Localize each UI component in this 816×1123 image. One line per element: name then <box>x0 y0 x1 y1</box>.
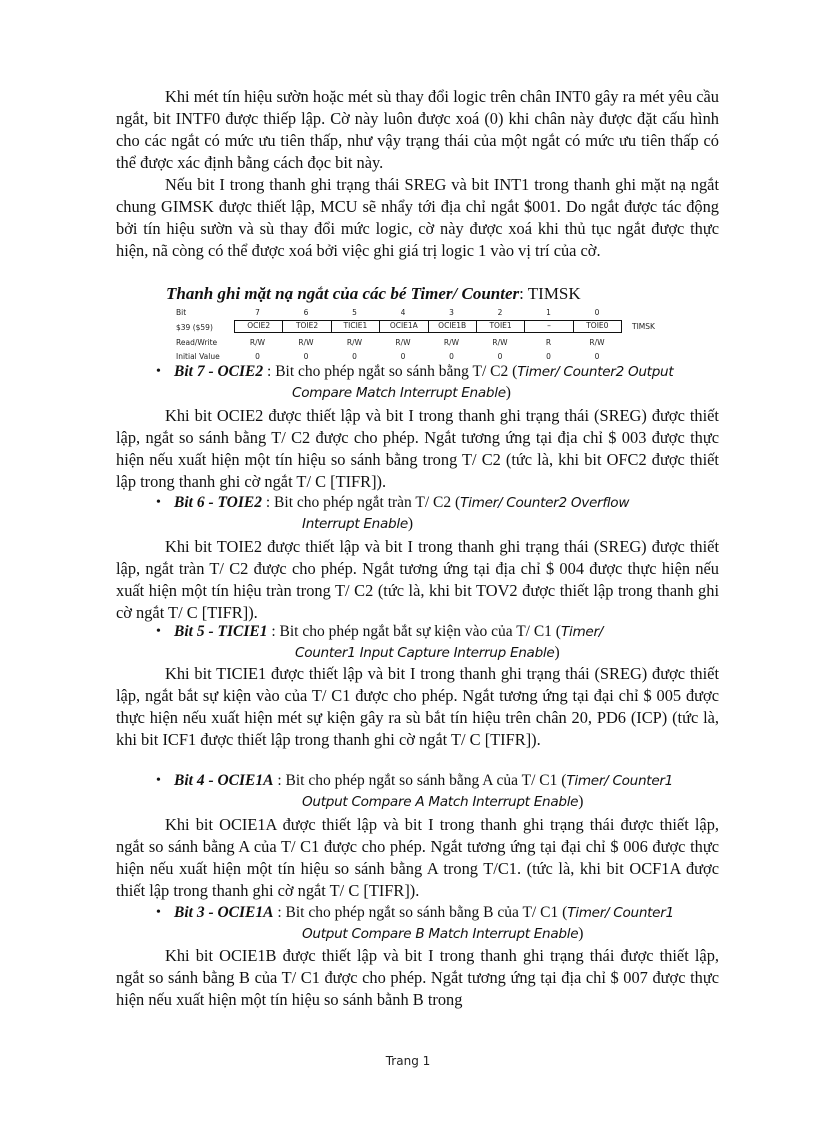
bullet-dot-icon: • <box>156 624 161 639</box>
english-term-line2: Interrupt Enable <box>302 516 408 532</box>
initial-value-7: 0 <box>594 352 600 361</box>
paragraph-int1: Nếu bit I trong thanh ghi trạng thái SREG và bit INT1 trong thanh ghi mặt nạ ngắt chung GIMSK được thiết lập, MCU sẽ nhẩy tới địa chỉ ngắt $001. Do ngắt được tác động bởi tín hiệu sườn và sù thay đổi mức logic, cờ này được xoá khi thủ tục ngắt được thực hiện, nã còng có thể được xoá bởi việc ghi giá trị logic 1 vào vị trí của cờ. <box>116 175 719 260</box>
paragraph-ocie1b: Khi bit OCIE1B được thiết lập và bit I trong thanh ghi trạng thái được thiết lập, ngắt so sánh bằng B của T/ C1 được cho phép. Ngắt tương ứng tại địa chỉ $ 007 được thực hiện nếu xuất hiện một tín hiệu so sánh bằnh B trong <box>116 946 719 1009</box>
rw-value-5: R/W <box>492 338 508 347</box>
bit-number-7: 0 <box>594 308 600 317</box>
heading-bold-text: Thanh ghi mặt nạ ngắt của các bé Timer/ Counter <box>166 284 520 303</box>
bit-description: : Bit cho phép ngắt so sánh bằng A của T/ C1 ( <box>273 772 567 789</box>
closing-paren: ) <box>554 644 560 661</box>
bullet-dot-icon: • <box>156 905 161 920</box>
closing-paren: ) <box>505 384 511 401</box>
register-bit-box-0: OCIE2 <box>235 321 283 332</box>
closing-paren: ) <box>578 793 584 810</box>
initial-value-5: 0 <box>497 352 503 361</box>
english-term-line1: Timer/ Counter1 <box>567 905 674 921</box>
rw-value-3: R/W <box>395 338 411 347</box>
bit-number-3: 4 <box>400 308 406 317</box>
bit-number-6: 1 <box>546 308 551 317</box>
english-term-line1: Timer/ Counter1 <box>566 773 674 789</box>
initial-value-6: 0 <box>546 352 551 361</box>
register-bit-box-2: TICIE1 <box>332 321 380 332</box>
bit-number-5: 2 <box>497 308 503 317</box>
bit-name: Bit 7 - OCIE2 <box>174 363 264 380</box>
paragraph-toie2: Khi bit TOIE2 được thiết lập và bit I trong thanh ghi trạng thái (SREG) được thiết lập, ngắt tràn T/ C2 được cho phép. Ngắt tương ứng tại địa chỉ $ 004 được thực hiện nếu xuất hiện một tín hiệu tràn trong T/ C2 (tức là, khi bit TOV2 được thiết lập trong thanh ghi cờ ngắt T/ C [TIFR]). <box>116 537 719 622</box>
section-heading-timsk <box>166 283 581 305</box>
paragraph-int0: Khi mét tín hiệu sườn hoặc mét sù thay đổi logic trên chân INT0 gây ra mét yêu cầu ngắt, bit INTF0 được thiếp lập. Cờ này luôn được xoá (0) khi chân này được đặt cấu hình cho các ngắt có mức ưu tiên thấp, như vậy trạng thái của một ngắt có mức ưu tiên thấp có thể được xác định bằng cách đọc bit này. <box>116 87 719 172</box>
bit-description: : Bit cho phép ngắt so sánh bằng T/ C2 ( <box>263 363 518 380</box>
register-bit-box-7: TOIE0 <box>586 321 609 330</box>
read-write-label: Read/Write <box>176 338 218 347</box>
register-bit-box-5: TOIE1 <box>477 321 525 332</box>
initial-value-4: 0 <box>449 352 454 361</box>
english-term-line2: Compare Match Interrupt Enable <box>292 385 506 401</box>
bit-row-label: Bit <box>176 308 187 317</box>
closing-paren: ) <box>407 515 414 532</box>
rw-value-6: R <box>545 338 552 347</box>
english-term-line2: Counter1 Input Capture Interrup Enable <box>295 645 555 661</box>
english-term-line2: Output Compare A Match Interrupt Enable <box>302 794 579 810</box>
initial-value-0: 0 <box>255 352 260 361</box>
rw-value-0: R/W <box>249 338 266 347</box>
rw-value-7: R/W <box>589 338 605 347</box>
bit-name: Bit 6 - TOIE2 <box>174 494 262 511</box>
page-footer: Trang 1 <box>385 1054 431 1068</box>
english-term-line2: Output Compare B Match Interrupt Enable <box>302 926 579 942</box>
paragraph-ticie1: Khi bit TICIE1 được thiết lập và bit I trong thanh ghi trạng thái (SREG) được thiết lập, ngắt bắt sự kiện vào của T/ C1 được cho phép. Ngắt tương ứng tại đại chỉ $ 005 được thực hiện nếu xuất hiện mét sự kiện gây ra sù bắt tín hiệu trên chân 20, PD6 (ICP) (tức là, khi bit ICF1 được thiết lập trong thanh ghi cờ ngắt T/ C [TIFR]). <box>116 664 719 749</box>
initial-value-label: Initial Value <box>176 352 220 361</box>
bit-description: : Bit cho phép ngắt tràn T/ C2 ( <box>262 494 461 511</box>
rw-value-4: R/W <box>443 338 460 347</box>
paragraph-ocie2: Khi bit OCIE2 được thiết lập và bit I trong thanh ghi trạng thái (SREG) được thiết lập, ngắt so sánh bằng T/ C2 được cho phép. Ngắt tương ứng tại địa chỉ $ 003 được thực hiện nếu xuất hiện một tín hiệu so sánh bằng trong T/ C2 (tức là, khi bit OFC2 được thiết lập trong thanh ghi cờ ngắt T/ C [TIFR]). <box>116 406 719 491</box>
bullet-dot-icon: • <box>156 495 161 510</box>
register-name-label: TIMSK <box>632 322 655 331</box>
address-label: $39 ($59) <box>176 323 213 332</box>
bit-name: Bit 4 - OCIE1A <box>174 772 274 789</box>
english-term-line1: Timer/ <box>560 624 604 640</box>
heading-register-name: : TIMSK <box>519 284 581 303</box>
english-term-line1: Timer/ Counter2 Output <box>517 364 674 380</box>
timsk-register-diagram <box>176 308 676 360</box>
bullet-dot-icon: • <box>156 364 161 379</box>
register-bit-boxes <box>234 320 622 333</box>
bit-number-4: 3 <box>449 308 454 317</box>
register-bit-box-3: OCIE1A <box>380 321 428 332</box>
initial-value-2: 0 <box>352 352 357 361</box>
initial-value-1: 0 <box>303 352 309 361</box>
rw-value-1: R/W <box>298 338 314 347</box>
paragraph-ocie1a: Khi bit OCIE1A được thiết lập và bit I trong thanh ghi trạng thái được thiết lập, ngắt so sánh bằng A của T/ C1 được cho phép. Ngắt tương ứng tại đại chỉ $ 006 được thực hiện nếu xuất hiện một tín hiệu so sánh bằng A trong T/C1. (tức là, khi bit OCF1A được thiết lập trong thanh ghi cờ ngắt T/ C [TIFR]). <box>116 815 719 900</box>
bullet-dot-icon: • <box>156 773 161 788</box>
bit-number-2: 5 <box>352 308 357 317</box>
bit-name: Bit 5 - TICIE1 <box>174 623 268 640</box>
register-bit-box-4: OCIE1B <box>429 321 477 332</box>
bit-number-1: 6 <box>303 308 309 317</box>
register-bit-box-1: TOIE2 <box>283 321 331 332</box>
bit-description: : Bit cho phép ngắt so sánh bằng B của T/ C1 ( <box>273 904 568 921</box>
initial-value-3: 0 <box>400 352 406 361</box>
register-bit-box-6: – <box>525 321 573 332</box>
rw-value-2: R/W <box>346 338 363 347</box>
closing-paren: ) <box>578 925 584 942</box>
english-term-line1: Timer/ Counter2 Overflow <box>460 495 630 511</box>
bit-name: Bit 3 - OCIE1A <box>174 904 274 921</box>
bit-number-0: 7 <box>255 308 260 317</box>
bit-description: : Bit cho phép ngắt bắt sự kiện vào của T/ C1 ( <box>267 623 561 640</box>
